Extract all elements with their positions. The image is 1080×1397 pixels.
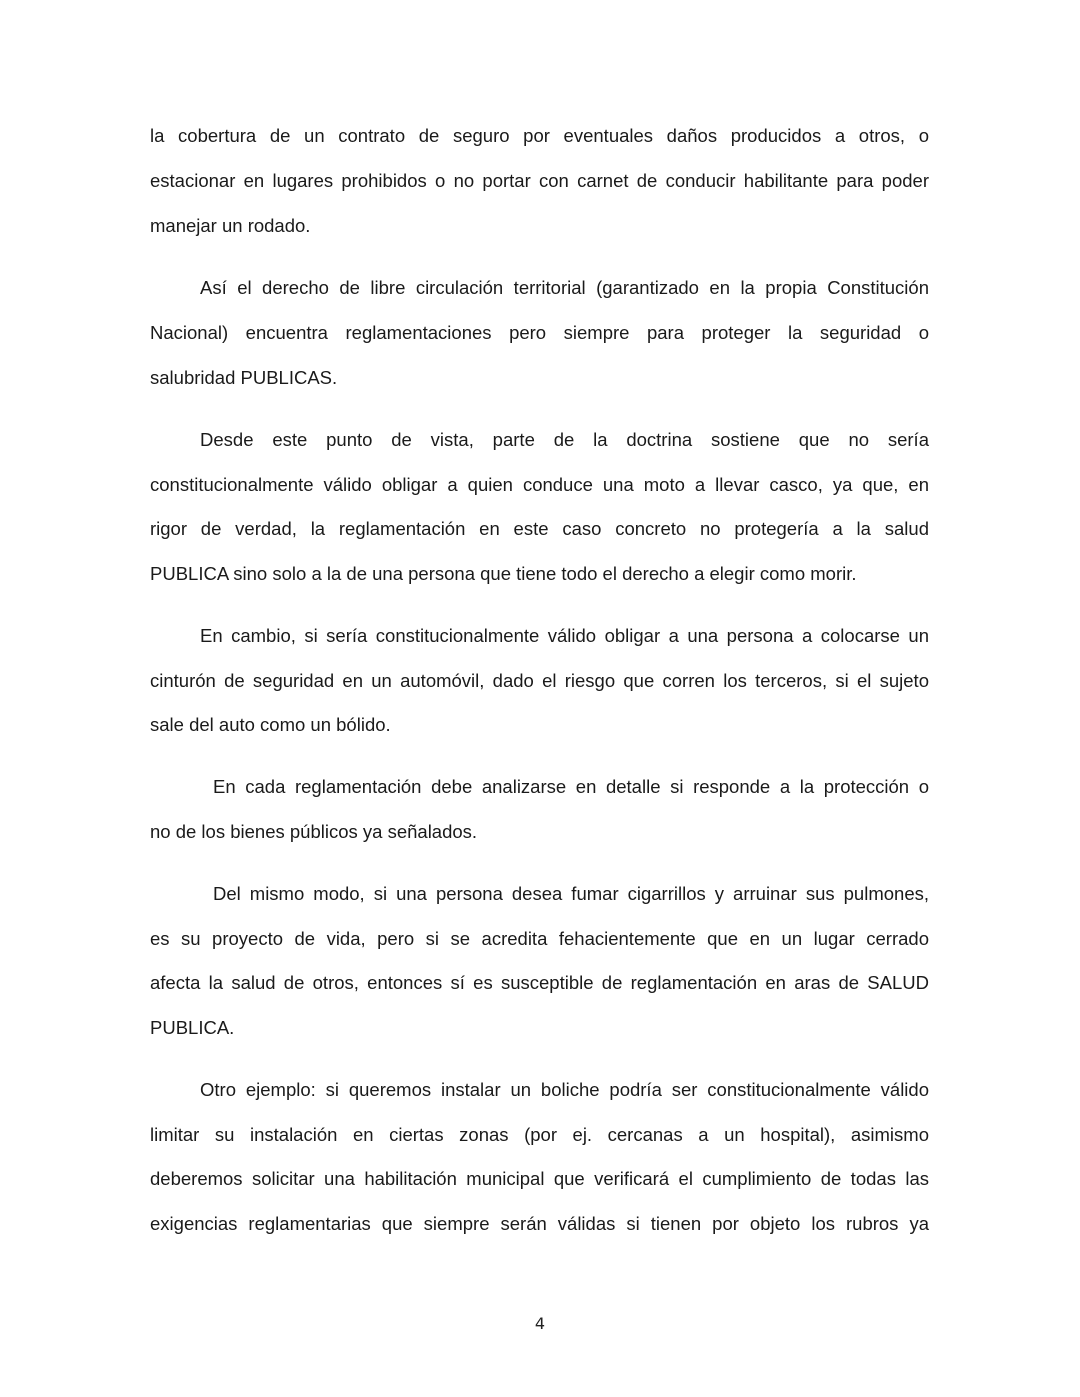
text-line: limitar su instalación en ciertas zonas (por ej. cercanas a un hospital), asimismo	[150, 1124, 929, 1145]
text-line: constitucionalmente válido obligar a quien conduce una moto a llevar casco, ya que, en	[150, 474, 929, 495]
text-line: Nacional) encuentra reglamentaciones pero siempre para proteger la seguridad o	[150, 322, 929, 343]
text-line: En cada reglamentación debe analizarse en detalle si responde a la protección o	[213, 776, 929, 797]
text-line: deberemos solicitar una habilitación municipal que verificará el cumplimiento de todas las	[150, 1168, 929, 1189]
text-line: es su proyecto de vida, pero si se acredita fehacientemente que en un lugar cerrado	[150, 928, 929, 949]
text-line: exigencias reglamentarias que siempre serán válidas si tienen por objeto los rubros ya	[150, 1213, 929, 1234]
text-line: PUBLICA.	[150, 1017, 235, 1038]
text-line: salubridad PUBLICAS.	[150, 367, 338, 388]
text-line: Desde este punto de vista, parte de la doctrina sostiene que no sería	[200, 429, 929, 450]
text-line: cinturón de seguridad en un automóvil, dado el riesgo que corren los terceros, si el sujeto	[150, 670, 929, 691]
text-line: PUBLICA sino solo a la de una persona que tiene todo el derecho a elegir como morir.	[150, 563, 857, 584]
text-line: manejar un rodado.	[150, 215, 311, 236]
text-line: estacionar en lugares prohibidos o no portar con carnet de conducir habilitante para poder	[150, 170, 929, 191]
text-line: afecta la salud de otros, entonces sí es susceptible de reglamentación en aras de SALUD	[150, 972, 929, 993]
text-line: Así el derecho de libre circulación territorial (garantizado en la propia Constitución	[200, 277, 929, 298]
page-number: 4	[534, 1314, 546, 1333]
text-line: Otro ejemplo: si queremos instalar un boliche podría ser constitucionalmente válido	[200, 1079, 929, 1100]
text-line: En cambio, si sería constitucionalmente válido obligar a una persona a colocarse un	[200, 625, 929, 646]
text-line: sale del auto como un bólido.	[150, 714, 391, 735]
text-line: rigor de verdad, la reglamentación en este caso concreto no protegería a la salud	[150, 518, 929, 539]
text-line: no de los bienes públicos ya señalados.	[150, 821, 478, 842]
text-line: Del mismo modo, si una persona desea fumar cigarrillos y arruinar sus pulmones,	[213, 883, 929, 904]
text-line: la cobertura de un contrato de seguro por eventuales daños producidos a otros, o	[150, 125, 929, 146]
